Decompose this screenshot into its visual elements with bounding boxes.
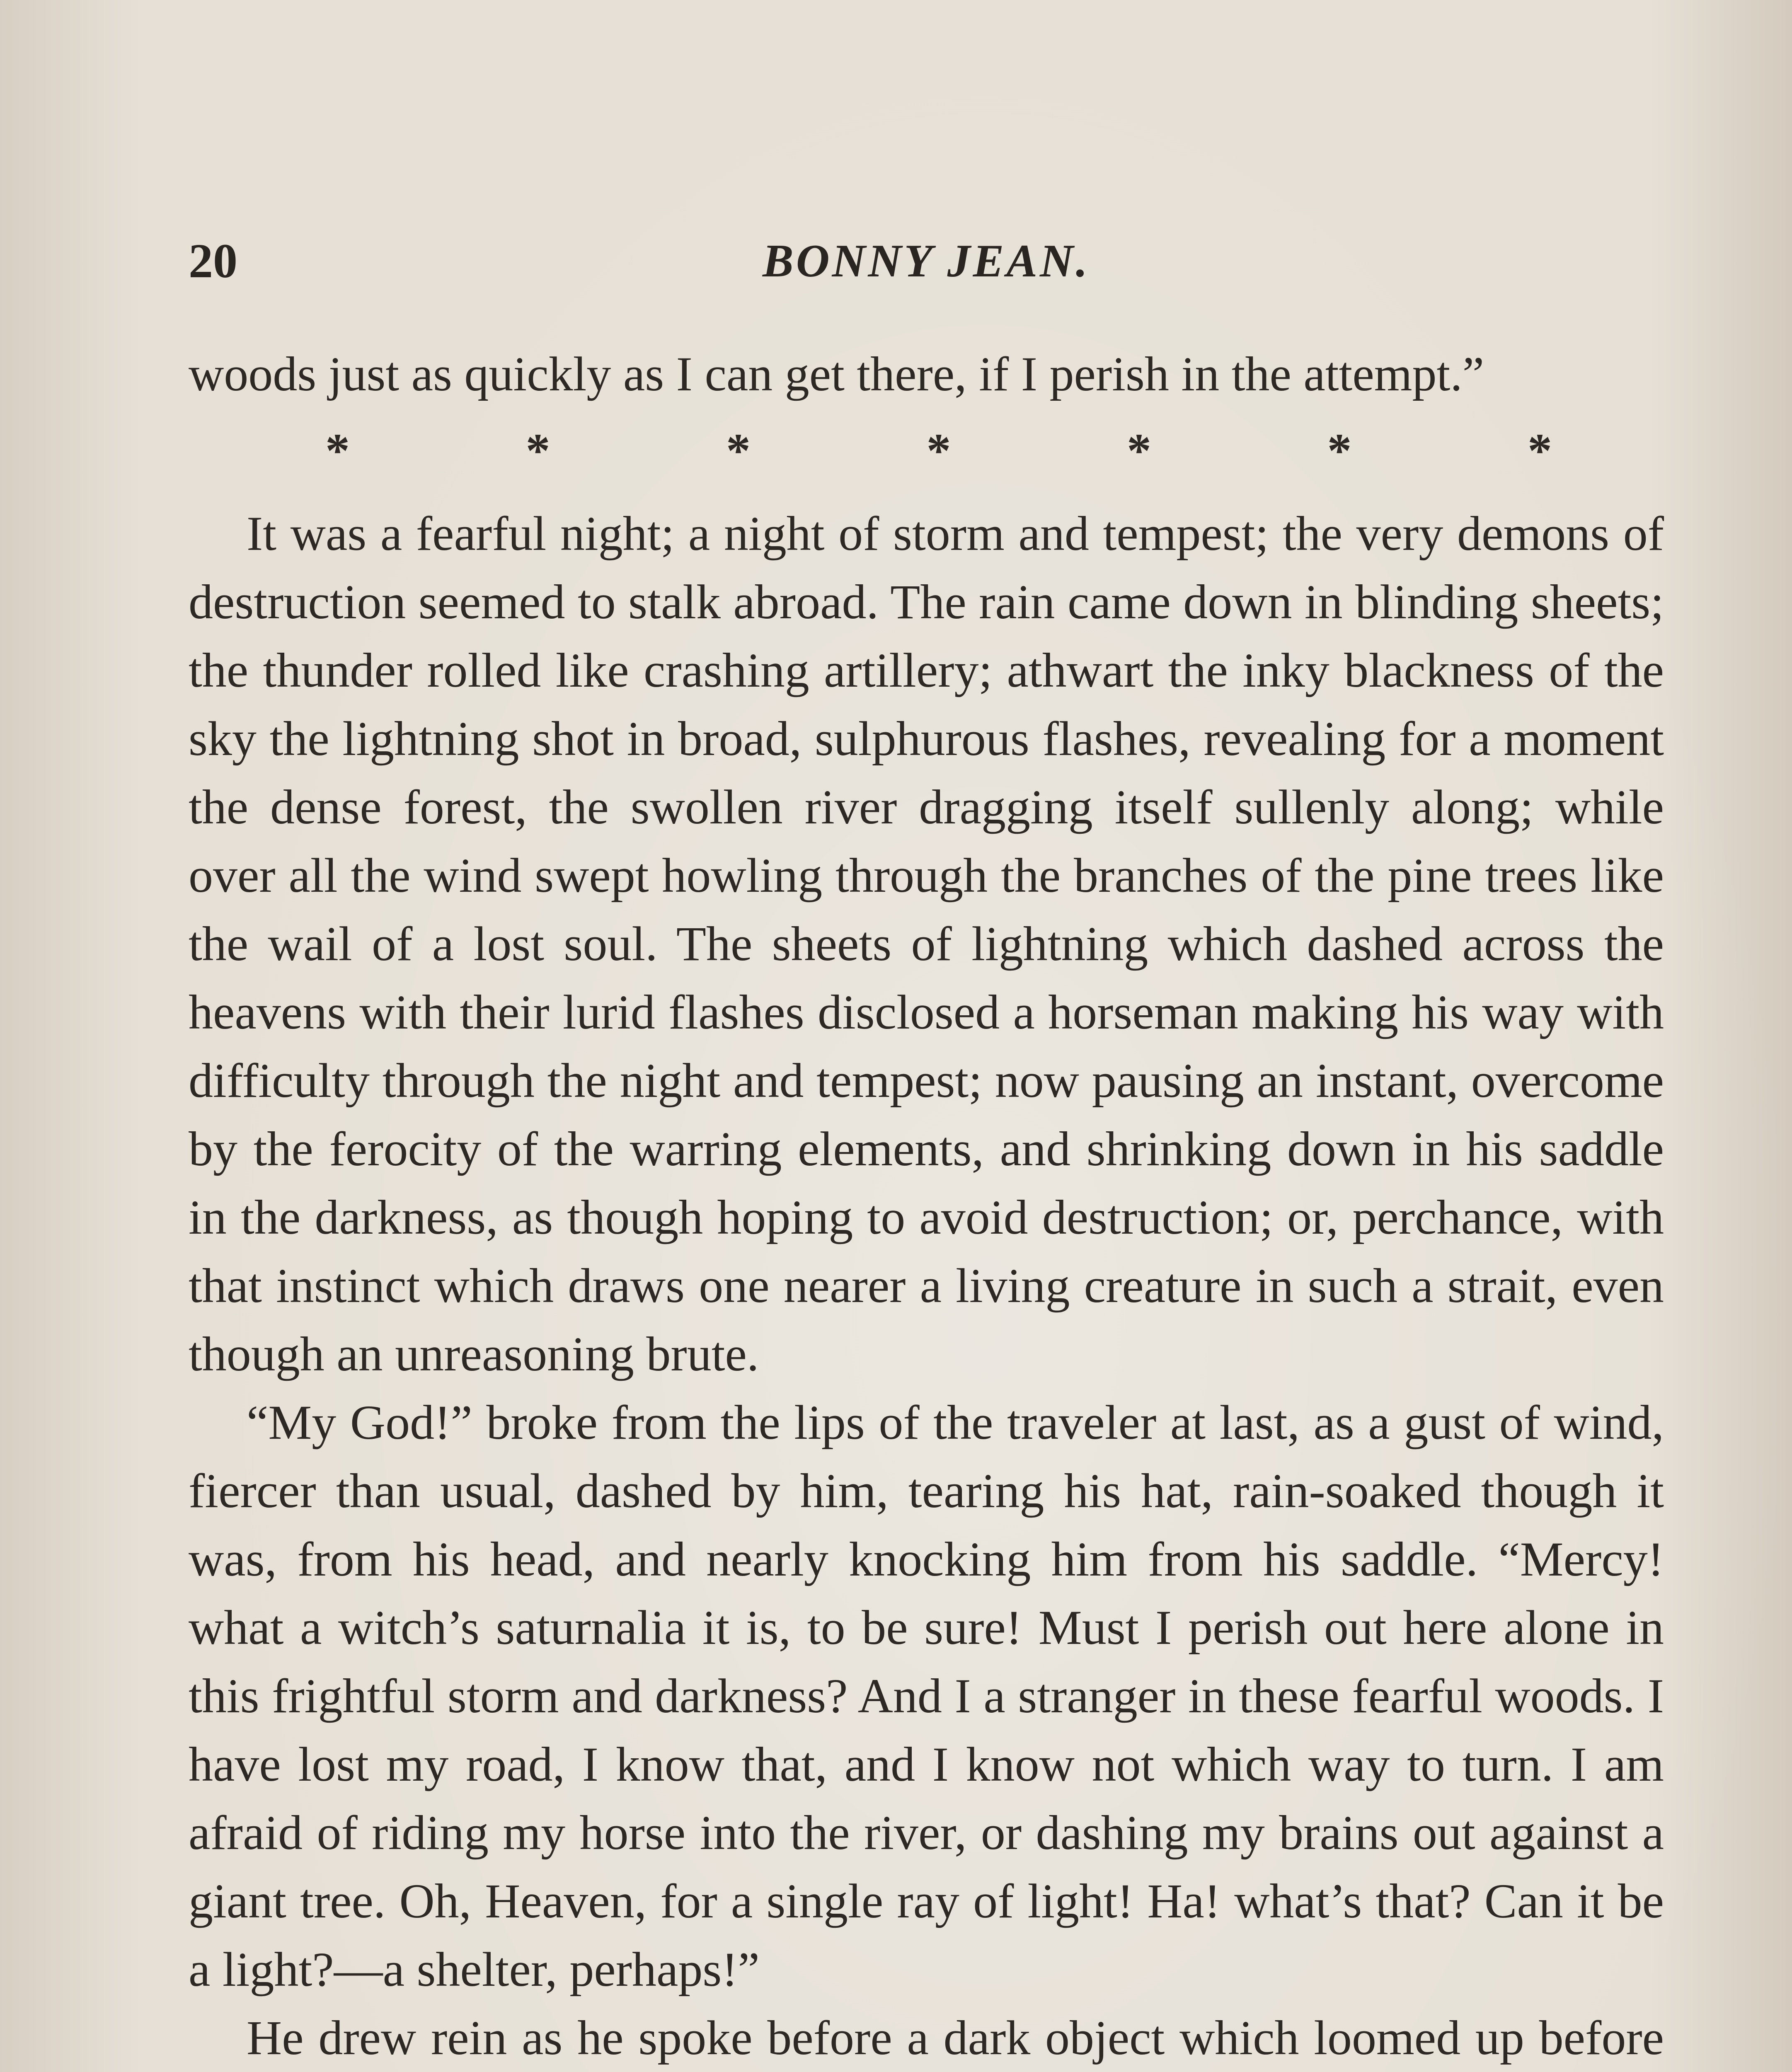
body-text <box>189 340 1664 2072</box>
page-header <box>189 230 1664 292</box>
paragraph-storm: It was a fearful night; a night of storm and tempest; the very demons of destruction seemed to stalk abroad. The rain came down in blinding sheets; the thunder rolled like crashing artillery; athwart the inky blackness of the sky the lightning shot in broad, sulphurous flashes, revealing for a moment the dense forest, the swollen river dragging itself sullenly along; while over all the wind swept howling through the branches of the pine trees like the wail of a lost soul. The sheets of lightning which dashed across the heavens with their lurid flashes disclosed a horseman making his way with difficulty through the night and tempest; now pausing an instant, overcome by the ferocity of the warring elements, and shrinking down in his saddle in the darkness, as though hoping to avoid destruction; or, perchance, with that instinct which draws one nearer a living creature in such a strait, even though an unreasoning brute. <box>189 506 1664 1381</box>
paragraph-light: He drew rein as he spoke before a dark object which loomed up before <box>247 2011 1664 2065</box>
asterisk: * <box>1327 424 1352 478</box>
asterisk: * <box>1528 424 1552 478</box>
asterisk: * <box>926 424 951 478</box>
running-head: BONNY JEAN. <box>763 235 1090 287</box>
asterisk: * <box>525 424 550 478</box>
paragraph-traveler-speech: “My God!” broke from the lips of the traveler at last, as a gust of wind, fiercer than usual, dashed by him, tearing his hat, rain-soaked though it was, from his head, and nearly knocking him from his saddle. “Mercy! what a witch’s saturnalia it is, to be sure! Must I perish out here alone in this frightful storm and darkness? And I a stranger in these fearful woods. I have lost my road, I know that, and I know not which way to turn. I am afraid of riding my horse into the river, or dashing my brains out against a giant tree. Oh, Heaven, for a single ray of light! Ha! what’s that? Can it be a light?—a shelter, perhaps!” <box>189 1395 1664 1997</box>
page-number: 20 <box>189 234 237 288</box>
asterisk: * <box>1127 424 1151 478</box>
asterisk: * <box>726 424 751 478</box>
asterisk: * <box>325 424 350 478</box>
opening-paragraph: woods just as quickly as I can get there, if I perish in the attempt.” <box>189 347 1484 401</box>
section-break <box>325 416 1552 485</box>
